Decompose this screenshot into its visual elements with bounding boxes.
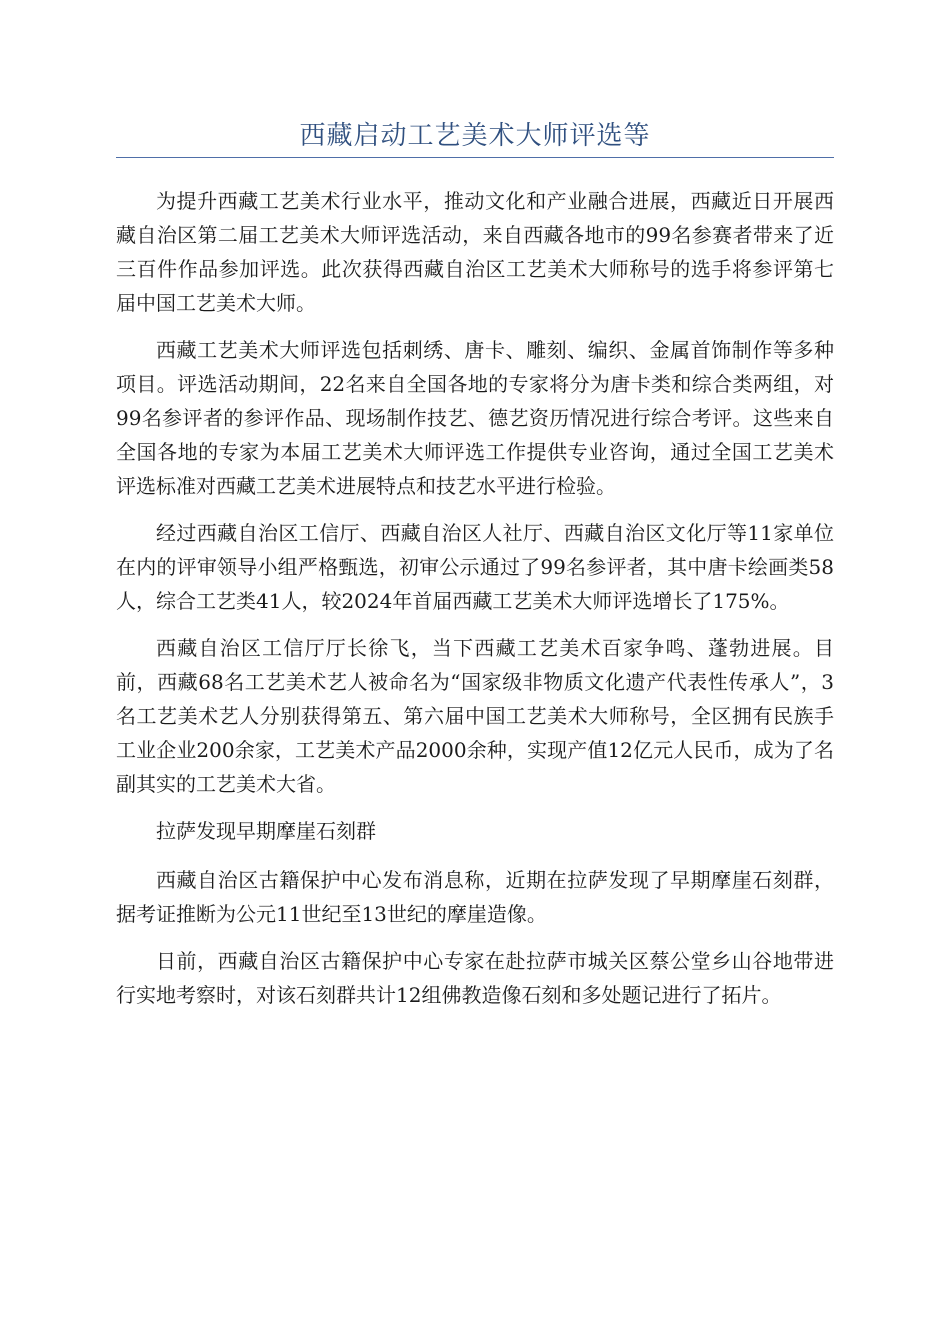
paragraph-1: 为提升西藏工艺美术行业水平，推动文化和产业融合进展，西藏近日开展西藏自治区第二届工艺美术大师评选活动，来自西藏各地市的99名参赛者带来了近三百件作品参加评选。此次获得西藏自治区工艺美术大师称号的选手将参评第七届中国工艺美术大师。 — [116, 189, 834, 315]
document-body — [116, 184, 834, 1012]
document-page — [116, 0, 834, 1025]
title-underline — [116, 157, 834, 158]
paragraph-3: 经过西藏自治区工信厅、西藏自治区人社厅、西藏自治区文化厅等11家单位在内的评审领导小组严格甄选，初审公示通过了99名参评者，其中唐卡绘画类58人，综合工艺类41人，较2024年首届西藏工艺美术大师评选增长了175%。 — [116, 521, 834, 613]
section-heading: 拉萨发现早期摩崖石刻群 — [156, 819, 376, 843]
document-title: 西藏启动工艺美术大师评选等 — [299, 121, 651, 151]
paragraph-4: 西藏自治区工信厅厅长徐飞，当下西藏工艺美术百家争鸣、蓬勃进展。目前，西藏68名工艺美术艺人被命名为“国家级非物质文化遗产代表性传承人”，3名工艺美术艺人分别获得第五、第六届中国工艺美术大师称号，全区拥有民族手工业企业200余家，工艺美术产品2000余种，实现产值12亿元人民币，成为了名副其实的工艺美术大省。 — [116, 636, 834, 796]
paragraph-7: 日前，西藏自治区古籍保护中心专家在赴拉萨市城关区蔡公堂乡山谷地带进行实地考察时，对该石刻群共计12组佛教造像石刻和多处题记进行了拓片。 — [116, 949, 834, 1007]
paragraph-6: 西藏自治区古籍保护中心发布消息称，近期在拉萨发现了早期摩崖石刻群，据考证推断为公元11世纪至13世纪的摩崖造像。 — [116, 868, 834, 926]
paragraph-2: 西藏工艺美术大师评选包括刺绣、唐卡、雕刻、编织、金属首饰制作等多种项目。评选活动期间，22名来自全国各地的专家将分为唐卡类和综合类两组，对99名参评者的参评作品、现场制作技艺、德艺资历情况进行综合考评。这些来自全国各地的专家为本届工艺美术大师评选工作提供专业咨询，通过全国工艺美术评选标准对西藏工艺美术进展特点和技艺水平进行检验。 — [116, 338, 834, 498]
